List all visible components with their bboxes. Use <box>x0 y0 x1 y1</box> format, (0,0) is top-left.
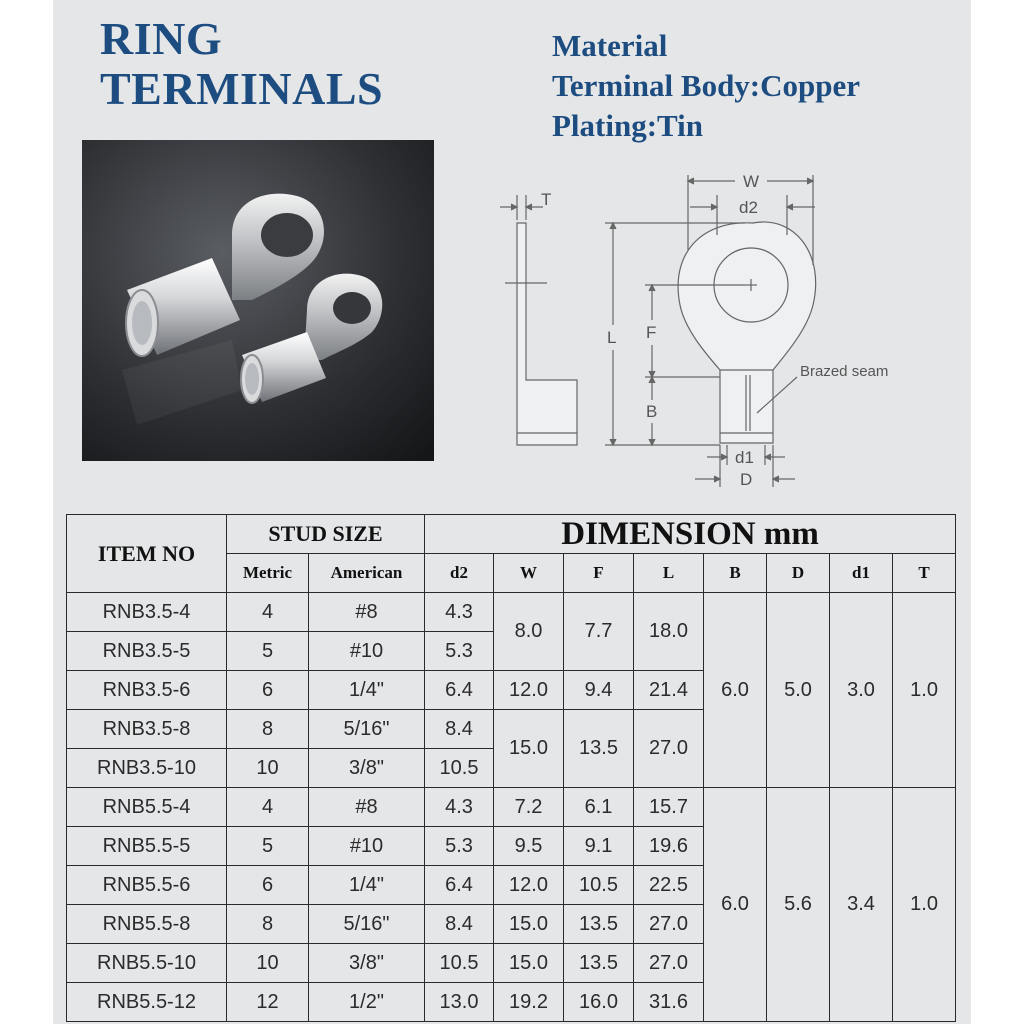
cell-T: 1.0 <box>893 593 956 788</box>
cell-L: 27.0 <box>634 710 704 788</box>
cell-W: 12.0 <box>494 866 564 905</box>
cell-d2: 10.5 <box>425 749 494 788</box>
cell-d2: 4.3 <box>425 593 494 632</box>
cell-item: RNB3.5-8 <box>67 710 227 749</box>
cell-item: RNB3.5-5 <box>67 632 227 671</box>
cell-metric: 6 <box>227 671 309 710</box>
material-heading: Material <box>552 28 668 63</box>
cell-L: 27.0 <box>634 905 704 944</box>
cell-metric: 4 <box>227 593 309 632</box>
cell-item: RNB5.5-4 <box>67 788 227 827</box>
cell-F: 9.4 <box>564 671 634 710</box>
cell-L: 21.4 <box>634 671 704 710</box>
cell-d2: 4.3 <box>425 788 494 827</box>
cell-F: 16.0 <box>564 983 634 1022</box>
cell-american: 1/2" <box>309 983 425 1022</box>
subheader-d2: d2 <box>425 554 494 593</box>
label-d2: d2 <box>739 198 758 217</box>
cell-W: 9.5 <box>494 827 564 866</box>
cell-L: 31.6 <box>634 983 704 1022</box>
cell-L: 27.0 <box>634 944 704 983</box>
subheader-metric: Metric <box>227 554 309 593</box>
header-dimension: DIMENSION mm <box>425 515 956 554</box>
subheader-d1: d1 <box>830 554 893 593</box>
label-brazed-seam: Brazed seam <box>800 363 889 380</box>
page-title <box>100 14 383 114</box>
cell-d2: 6.4 <box>425 671 494 710</box>
label-T: T <box>541 190 552 209</box>
cell-F: 13.5 <box>564 944 634 983</box>
cell-metric: 12 <box>227 983 309 1022</box>
cell-d2: 5.3 <box>425 632 494 671</box>
cell-d2: 10.5 <box>425 944 494 983</box>
cell-F: 9.1 <box>564 827 634 866</box>
cell-d2: 13.0 <box>425 983 494 1022</box>
cell-F: 6.1 <box>564 788 634 827</box>
cell-metric: 10 <box>227 749 309 788</box>
cell-F: 7.7 <box>564 593 634 671</box>
label-B: B <box>646 402 658 421</box>
cell-T: 1.0 <box>893 788 956 1022</box>
header-item-no: ITEM NO <box>67 515 227 593</box>
subheader-B: B <box>704 554 767 593</box>
material-info <box>552 26 860 146</box>
subheader-W: W <box>494 554 564 593</box>
cell-item: RNB3.5-6 <box>67 671 227 710</box>
label-d1: d1 <box>735 448 754 467</box>
label-W: W <box>743 172 760 191</box>
cell-F: 13.5 <box>564 905 634 944</box>
terminal-dimension-drawing <box>495 165 935 495</box>
cell-american: 5/16" <box>309 905 425 944</box>
material-body: Terminal Body:Copper <box>552 68 861 103</box>
cell-item: RNB5.5-12 <box>67 983 227 1022</box>
cell-american: #10 <box>309 827 425 866</box>
cell-metric: 6 <box>227 866 309 905</box>
material-plating: Plating:Tin <box>552 108 704 143</box>
subheader-american: American <box>309 554 425 593</box>
cell-american: 3/8" <box>309 749 425 788</box>
subheader-L: L <box>634 554 704 593</box>
cell-metric: 8 <box>227 905 309 944</box>
dimension-table <box>66 514 956 1022</box>
cell-american: 1/4" <box>309 866 425 905</box>
header-stud-size: STUD SIZE <box>227 515 425 554</box>
title-line-2: TERMINALS <box>100 63 384 114</box>
cell-W: 15.0 <box>494 905 564 944</box>
cell-item: RNB5.5-6 <box>67 866 227 905</box>
cell-F: 13.5 <box>564 710 634 788</box>
cell-american: 1/4" <box>309 671 425 710</box>
label-F: F <box>646 323 657 342</box>
cell-L: 19.6 <box>634 827 704 866</box>
cell-W: 15.0 <box>494 944 564 983</box>
cell-american: #8 <box>309 788 425 827</box>
cell-american: 3/8" <box>309 944 425 983</box>
cell-american: #10 <box>309 632 425 671</box>
cell-F: 10.5 <box>564 866 634 905</box>
cell-d2: 5.3 <box>425 827 494 866</box>
cell-item: RNB3.5-10 <box>67 749 227 788</box>
subheader-T: T <box>893 554 956 593</box>
cell-L: 18.0 <box>634 593 704 671</box>
cell-metric: 5 <box>227 827 309 866</box>
cell-d1: 3.4 <box>830 788 893 1022</box>
cell-metric: 5 <box>227 632 309 671</box>
label-D: D <box>740 470 753 489</box>
cell-B: 6.0 <box>704 593 767 788</box>
cell-d2: 8.4 <box>425 710 494 749</box>
cell-item: RNB5.5-10 <box>67 944 227 983</box>
cell-american: #8 <box>309 593 425 632</box>
cell-item: RNB3.5-4 <box>67 593 227 632</box>
cell-W: 8.0 <box>494 593 564 671</box>
table-row <box>67 593 956 632</box>
product-photo <box>82 140 434 461</box>
cell-W: 15.0 <box>494 710 564 788</box>
cell-d1: 3.0 <box>830 593 893 788</box>
cell-L: 15.7 <box>634 788 704 827</box>
subheader-F: F <box>564 554 634 593</box>
cell-D: 5.0 <box>767 593 830 788</box>
cell-d2: 8.4 <box>425 905 494 944</box>
cell-W: 12.0 <box>494 671 564 710</box>
cell-L: 22.5 <box>634 866 704 905</box>
cell-d2: 6.4 <box>425 866 494 905</box>
label-L: L <box>607 328 617 347</box>
cell-metric: 10 <box>227 944 309 983</box>
cell-item: RNB5.5-5 <box>67 827 227 866</box>
cell-W: 7.2 <box>494 788 564 827</box>
cell-W: 19.2 <box>494 983 564 1022</box>
cell-D: 5.6 <box>767 788 830 1022</box>
cell-american: 5/16" <box>309 710 425 749</box>
cell-B: 6.0 <box>704 788 767 1022</box>
table-row <box>67 788 956 827</box>
subheader-D: D <box>767 554 830 593</box>
cell-item: RNB5.5-8 <box>67 905 227 944</box>
cell-metric: 8 <box>227 710 309 749</box>
cell-metric: 4 <box>227 788 309 827</box>
title-line-1: RING <box>100 13 223 64</box>
